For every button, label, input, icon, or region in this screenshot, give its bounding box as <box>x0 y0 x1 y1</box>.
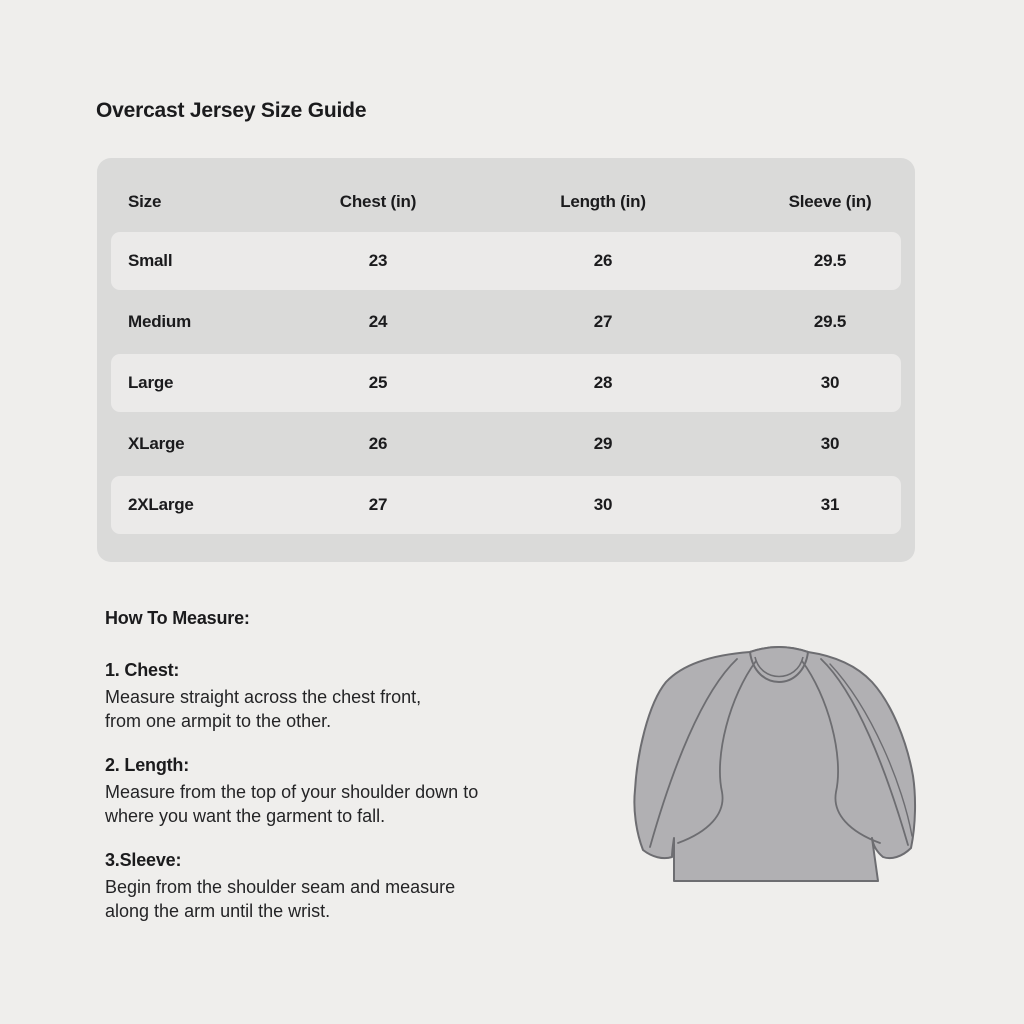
size-label: Medium <box>128 312 192 331</box>
chest-value: 27 <box>368 495 388 514</box>
measure-step-length <box>105 755 645 828</box>
sleeve-value: 30 <box>820 434 840 453</box>
column-header-chest: Chest (in) <box>339 192 417 211</box>
table-row-large <box>111 354 901 412</box>
size-label: Large <box>128 373 174 392</box>
step-text: Measure straight across the chest front, <box>105 687 422 707</box>
length-value: 28 <box>593 373 613 392</box>
table-row-medium <box>111 293 901 351</box>
step-text: Measure from the top of your shoulder down to <box>105 782 479 802</box>
step-title: 3.Sleeve: <box>105 850 182 870</box>
length-value: 26 <box>593 251 613 270</box>
column-header-size: Size <box>128 192 162 211</box>
length-value: 27 <box>593 312 613 331</box>
chest-value: 26 <box>368 434 388 453</box>
step-title: 1. Chest: <box>105 660 180 680</box>
length-value: 30 <box>593 495 613 514</box>
step-text: where you want the garment to fall. <box>105 806 386 826</box>
chest-value: 24 <box>368 312 388 331</box>
how-to-measure-section <box>105 608 645 945</box>
step-text: along the arm until the wrist. <box>105 901 331 921</box>
step-text: Begin from the shoulder seam and measure <box>105 877 456 897</box>
step-title: 2. Length: <box>105 755 189 775</box>
sleeve-value: 29.5 <box>813 312 847 331</box>
column-header-length: Length (in) <box>560 192 646 211</box>
how-to-measure-heading: How To Measure: <box>105 608 250 628</box>
size-table-card <box>97 158 915 562</box>
size-label: XLarge <box>128 434 185 453</box>
jersey-svg <box>620 634 920 890</box>
page-title: Overcast Jersey Size Guide <box>96 99 367 122</box>
measure-step-sleeve <box>105 850 645 923</box>
chest-value: 23 <box>368 251 388 270</box>
sleeve-value: 31 <box>820 495 840 514</box>
measure-step-chest <box>105 660 645 733</box>
jersey-illustration <box>620 634 920 890</box>
sleeve-value: 30 <box>820 373 840 392</box>
length-value: 29 <box>593 434 613 453</box>
size-table-header-row <box>111 172 901 232</box>
size-label: 2XLarge <box>128 495 194 514</box>
size-label: Small <box>128 251 173 270</box>
step-text: from one armpit to the other. <box>105 711 332 731</box>
sleeve-value: 29.5 <box>813 251 847 270</box>
column-header-sleeve: Sleeve (in) <box>788 192 872 211</box>
chest-value: 25 <box>368 373 388 392</box>
table-row-2xlarge <box>111 476 901 534</box>
table-row-xlarge <box>111 415 901 473</box>
table-row-small <box>111 232 901 290</box>
